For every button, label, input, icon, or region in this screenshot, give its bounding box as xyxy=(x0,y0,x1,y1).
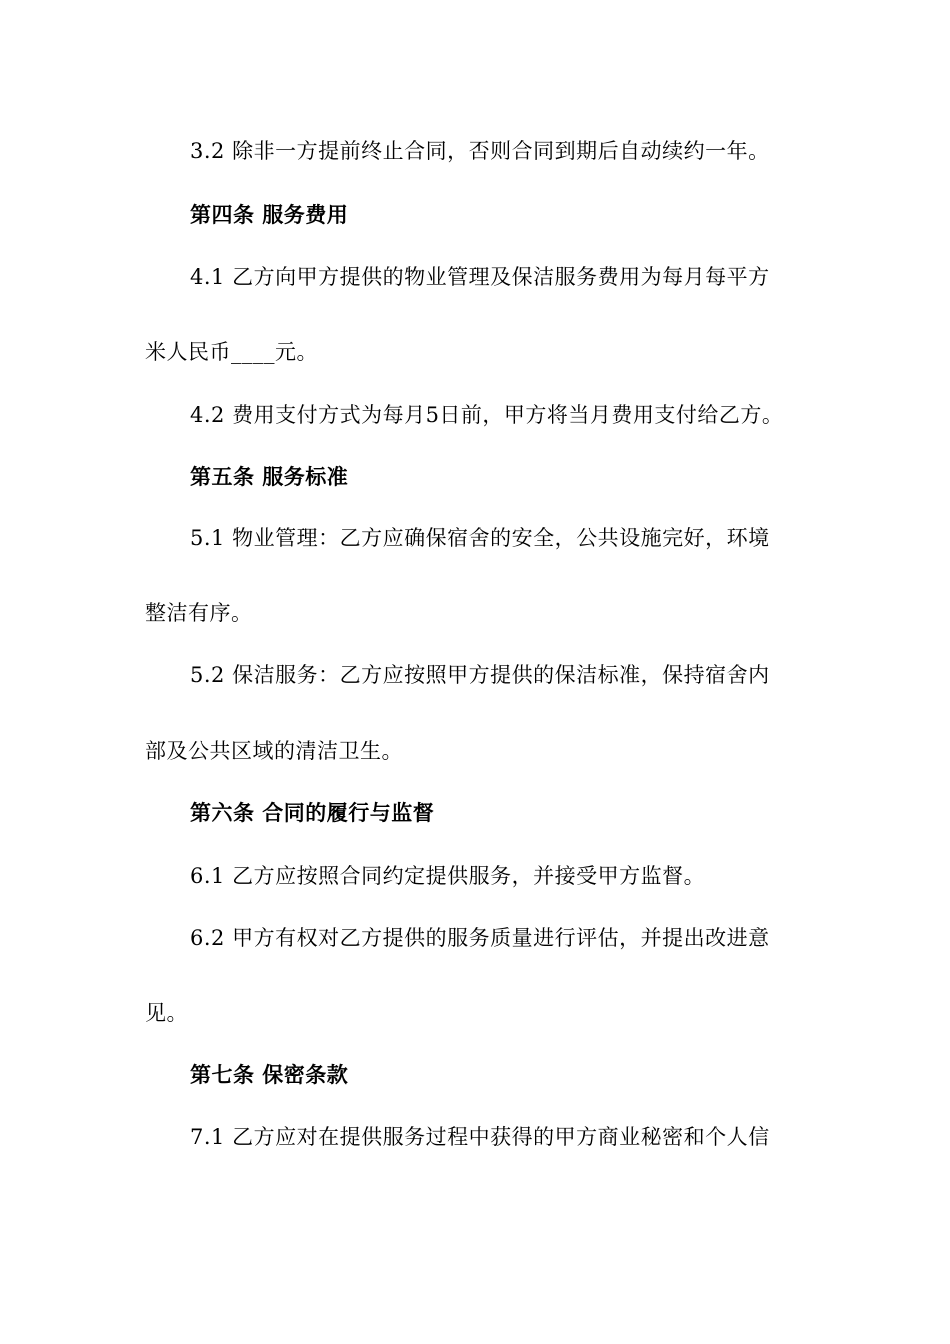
clause-4-2: 4.2 费用支付方式为每月5日前，甲方将当月费用支付给乙方。 xyxy=(190,403,784,427)
clause-5-2-continued: 部及公共区域的清洁卫生。 xyxy=(145,739,403,763)
clause-6-1: 6.1 乙方应按照合同约定提供服务，并接受甲方监督。 xyxy=(190,864,706,888)
clause-3-2: 3.2 除非一方提前终止合同，否则合同到期后自动续约一年。 xyxy=(190,139,770,163)
article-4-heading: 第四条 服务费用 xyxy=(190,202,349,227)
clause-6-2: 6.2 甲方有权对乙方提供的服务质量进行评估，并提出改进意 xyxy=(190,926,770,950)
clause-5-1-continued: 整洁有序。 xyxy=(145,601,253,625)
clause-4-1: 4.1 乙方向甲方提供的物业管理及保洁服务费用为每月每平方 xyxy=(190,265,770,289)
clause-5-2: 5.2 保洁服务：乙方应按照甲方提供的保洁标准，保持宿舍内 xyxy=(190,663,770,687)
article-6-heading: 第六条 合同的履行与监督 xyxy=(190,800,435,825)
clause-5-1: 5.1 物业管理：乙方应确保宿舍的安全，公共设施完好，环境 xyxy=(190,526,770,550)
article-7-heading: 第七条 保密条款 xyxy=(190,1062,349,1087)
clause-6-2-continued: 见。 xyxy=(145,1001,188,1025)
clause-7-1: 7.1 乙方应对在提供服务过程中获得的甲方商业秘密和个人信 xyxy=(190,1125,770,1149)
clause-4-1-continued: 米人民币____元。 xyxy=(145,340,318,364)
article-5-heading: 第五条 服务标准 xyxy=(190,464,349,489)
